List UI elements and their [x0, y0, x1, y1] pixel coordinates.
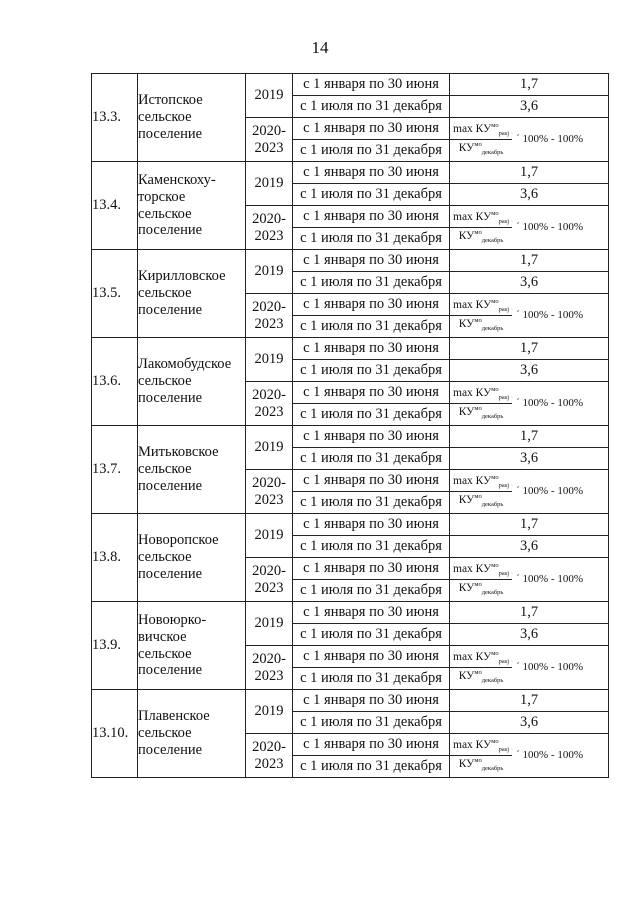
value-cell: 1,7 [450, 690, 609, 712]
page-number: 14 [311, 38, 329, 57]
year-range-cell: 2020-2023 [246, 734, 293, 778]
value-cell: 3,6 [450, 624, 609, 646]
ratio-formula [450, 738, 608, 772]
formula-fraction [450, 474, 512, 508]
settlement-name-line: Новоропское [138, 532, 219, 549]
period-cell: с 1 января по 30 июня [293, 470, 450, 492]
period-cell: с 1 июля по 31 декабря [293, 712, 450, 734]
ratio-formula [450, 210, 608, 244]
table-row [92, 602, 609, 624]
tariff-table [91, 73, 609, 778]
settlement-name-line: вичское [138, 628, 187, 645]
row-number: 13.9. [92, 602, 138, 690]
settlement-name-line: поселение [138, 741, 203, 758]
formula-tail: ´ 100% - 100% [516, 661, 584, 674]
year-range-cell: 2020-2023 [246, 206, 293, 250]
formula-fraction [450, 298, 512, 332]
period-cell: с 1 июля по 31 декабря [293, 624, 450, 646]
table-row [92, 338, 609, 360]
value-cell: 1,7 [450, 602, 609, 624]
value-cell: 3,6 [450, 360, 609, 382]
year-cell: 2019 [246, 74, 293, 118]
formula-tail: ´ 100% - 100% [516, 133, 584, 146]
table-row [92, 162, 609, 184]
period-cell: с 1 июля по 31 декабря [293, 96, 450, 118]
formula-denominator: $КУ^{мо}_{декабрь}$ [458, 229, 504, 245]
formula-tail: ´ 100% - 100% [516, 749, 584, 762]
year-cell: 2019 [246, 514, 293, 558]
formula-denominator: $КУ^{мо}_{декабрь}$ [458, 493, 504, 509]
row-number: 13.6. [92, 338, 138, 426]
row-number: 13.7. [92, 426, 138, 514]
period-cell: с 1 января по 30 июня [293, 118, 450, 140]
settlement-name-line: Митьковское [138, 444, 219, 461]
formula-numerator: $\max КУ^{мо}_{pasj}$ [450, 474, 512, 492]
period-cell: с 1 января по 30 июня [293, 734, 450, 756]
period-cell: с 1 июля по 31 декабря [293, 448, 450, 470]
table-row [92, 690, 609, 712]
year-cell: 2019 [246, 690, 293, 734]
settlement-name-line: сельское [138, 549, 192, 566]
formula-numerator: $\max КУ^{мо}_{pasj}$ [450, 122, 512, 140]
formula-fraction [450, 122, 512, 156]
ratio-formula [450, 562, 608, 596]
settlement-name-line: поселение [138, 565, 203, 582]
ratio-formula [450, 386, 608, 420]
settlement-name [138, 250, 246, 338]
period-cell: с 1 июля по 31 декабря [293, 492, 450, 514]
ratio-formula [450, 650, 608, 684]
ratio-formula [450, 298, 608, 332]
formula-tail: ´ 100% - 100% [516, 309, 584, 322]
period-cell: с 1 июля по 31 декабря [293, 316, 450, 338]
formula-cell [450, 558, 609, 602]
year-cell: 2019 [246, 426, 293, 470]
formula-denominator: $КУ^{мо}_{декабрь}$ [458, 581, 504, 597]
row-number: 13.4. [92, 162, 138, 250]
formula-cell [450, 382, 609, 426]
formula-fraction [450, 650, 512, 684]
settlement-name-line: сельское [138, 645, 192, 662]
formula-cell [450, 646, 609, 690]
value-cell: 1,7 [450, 514, 609, 536]
period-cell: с 1 января по 30 июня [293, 206, 450, 228]
settlement-name-line: Кирилловское [138, 268, 226, 285]
formula-fraction [450, 562, 512, 596]
period-cell: с 1 января по 30 июня [293, 558, 450, 580]
year-cell: 2019 [246, 162, 293, 206]
row-number: 13.3. [92, 74, 138, 162]
formula-denominator: $КУ^{мо}_{декабрь}$ [458, 141, 504, 157]
year-range-cell: 2020-2023 [246, 294, 293, 338]
period-cell: с 1 января по 30 июня [293, 74, 450, 96]
formula-denominator: $КУ^{мо}_{декабрь}$ [458, 317, 504, 333]
period-cell: с 1 января по 30 июня [293, 426, 450, 448]
value-cell: 1,7 [450, 162, 609, 184]
period-cell: с 1 июля по 31 декабря [293, 360, 450, 382]
period-cell: с 1 января по 30 июня [293, 382, 450, 404]
settlement-name [138, 514, 246, 602]
settlement-name-line: сельское [138, 205, 192, 222]
ratio-formula [450, 122, 608, 156]
settlement-name [138, 602, 246, 690]
table-row [92, 426, 609, 448]
formula-cell [450, 118, 609, 162]
period-cell: с 1 июля по 31 декабря [293, 272, 450, 294]
row-number: 13.10. [92, 690, 138, 778]
formula-fraction [450, 210, 512, 244]
settlement-name-line: сельское [138, 461, 192, 478]
row-number: 13.5. [92, 250, 138, 338]
settlement-name-line: поселение [138, 301, 203, 318]
formula-tail: ´ 100% - 100% [516, 397, 584, 410]
value-cell: 3,6 [450, 536, 609, 558]
formula-cell [450, 294, 609, 338]
settlement-name-line: поселение [138, 477, 203, 494]
settlement-name-line: поселение [138, 222, 203, 239]
formula-denominator: $КУ^{мо}_{декабрь}$ [458, 669, 504, 685]
value-cell: 3,6 [450, 272, 609, 294]
formula-cell [450, 734, 609, 778]
period-cell: с 1 января по 30 июня [293, 602, 450, 624]
year-range-cell: 2020-2023 [246, 382, 293, 426]
value-cell: 3,6 [450, 184, 609, 206]
table-row [92, 514, 609, 536]
value-cell: 1,7 [450, 250, 609, 272]
settlement-name [138, 690, 246, 778]
period-cell: с 1 июля по 31 декабря [293, 404, 450, 426]
period-cell: с 1 января по 30 июня [293, 646, 450, 668]
period-cell: с 1 января по 30 июня [293, 250, 450, 272]
year-cell: 2019 [246, 250, 293, 294]
formula-denominator: $КУ^{мо}_{декабрь}$ [458, 405, 504, 421]
year-range-cell: 2020-2023 [246, 558, 293, 602]
settlement-name-line: сельское [138, 109, 192, 126]
formula-numerator: $\max КУ^{мо}_{pasj}$ [450, 650, 512, 668]
settlement-name [138, 74, 246, 162]
formula-denominator: $КУ^{мо}_{декабрь}$ [458, 757, 504, 773]
settlement-name-line: поселение [138, 662, 203, 679]
settlement-name-line: Каменскоху- [138, 172, 216, 189]
formula-cell [450, 206, 609, 250]
formula-tail: ´ 100% - 100% [516, 485, 584, 498]
settlement-name [138, 338, 246, 426]
formula-numerator: $\max КУ^{мо}_{pasj}$ [450, 562, 512, 580]
period-cell: с 1 июля по 31 декабря [293, 184, 450, 206]
settlement-name-line: торское [138, 188, 186, 205]
ratio-formula [450, 474, 608, 508]
settlement-name [138, 162, 246, 250]
settlement-name-line: Истопское [138, 92, 203, 109]
period-cell: с 1 января по 30 июня [293, 338, 450, 360]
settlement-name-line: сельское [138, 725, 192, 742]
value-cell: 3,6 [450, 448, 609, 470]
settlement-name-line: сельское [138, 285, 192, 302]
row-number: 13.8. [92, 514, 138, 602]
value-cell: 3,6 [450, 96, 609, 118]
year-cell: 2019 [246, 602, 293, 646]
table-row [92, 74, 609, 96]
settlement-name-line: Плавенское [138, 708, 210, 725]
period-cell: с 1 июля по 31 декабря [293, 668, 450, 690]
formula-tail: ´ 100% - 100% [516, 221, 584, 234]
period-cell: с 1 июля по 31 декабря [293, 228, 450, 250]
settlement-name-line: сельское [138, 373, 192, 390]
formula-numerator: $\max КУ^{мо}_{pasj}$ [450, 386, 512, 404]
formula-fraction [450, 386, 512, 420]
value-cell: 1,7 [450, 74, 609, 96]
settlement-name [138, 426, 246, 514]
year-cell: 2019 [246, 338, 293, 382]
settlement-name-line: поселение [138, 389, 203, 406]
period-cell: с 1 января по 30 июня [293, 162, 450, 184]
period-cell: с 1 июля по 31 декабря [293, 580, 450, 602]
formula-cell [450, 470, 609, 514]
settlement-name-line: Лакомобудское [138, 356, 232, 373]
year-range-cell: 2020-2023 [246, 646, 293, 690]
formula-tail: ´ 100% - 100% [516, 573, 584, 586]
settlement-name-line: Новоюрко- [138, 612, 207, 629]
formula-fraction [450, 738, 512, 772]
formula-numerator: $\max КУ^{мо}_{pasj}$ [450, 738, 512, 756]
period-cell: с 1 января по 30 июня [293, 294, 450, 316]
year-range-cell: 2020-2023 [246, 470, 293, 514]
period-cell: с 1 июля по 31 декабря [293, 536, 450, 558]
year-range-cell: 2020-2023 [246, 118, 293, 162]
period-cell: с 1 июля по 31 декабря [293, 140, 450, 162]
formula-numerator: $\max КУ^{мо}_{pasj}$ [450, 210, 512, 228]
value-cell: 3,6 [450, 712, 609, 734]
table-row [92, 250, 609, 272]
settlement-name-line: поселение [138, 125, 203, 142]
period-cell: с 1 июля по 31 декабря [293, 756, 450, 778]
value-cell: 1,7 [450, 338, 609, 360]
formula-numerator: $\max КУ^{мо}_{pasj}$ [450, 298, 512, 316]
period-cell: с 1 января по 30 июня [293, 690, 450, 712]
value-cell: 1,7 [450, 426, 609, 448]
period-cell: с 1 января по 30 июня [293, 514, 450, 536]
